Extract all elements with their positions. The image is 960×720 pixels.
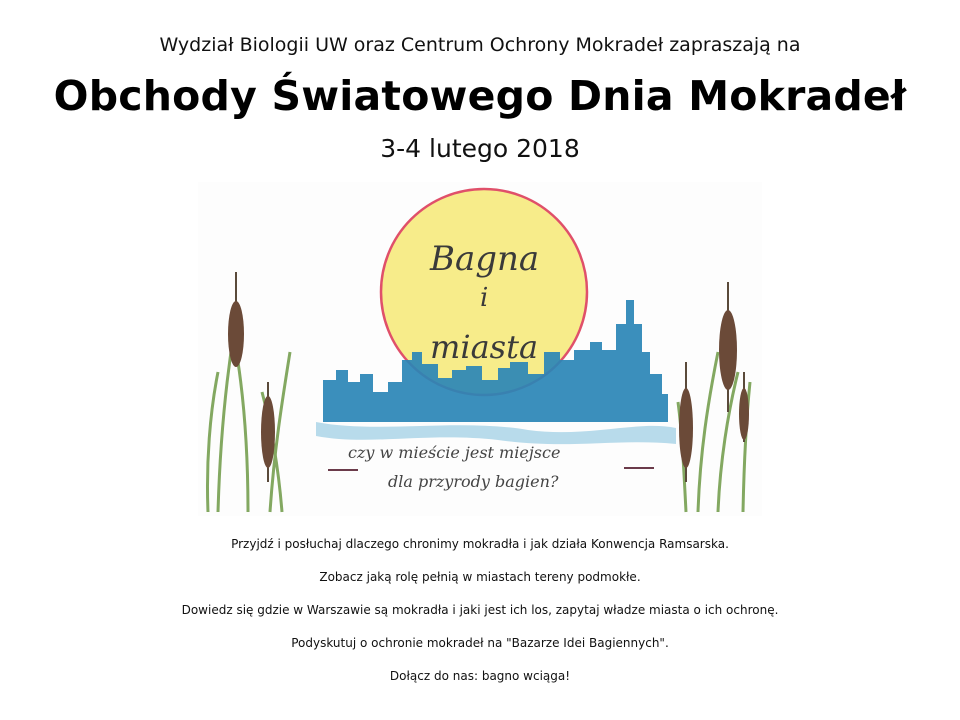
intro-text: Wydział Biologii UW oraz Centrum Ochrony Mokradeł zapraszają na (159, 34, 801, 56)
description-line: Dołącz do nas: bagno wciąga! (389, 669, 571, 683)
sun-text-miasta: miasta (430, 328, 539, 366)
description-line: Dowiedz się gdzie w Warszawie są mokradła i jaki jest ich los, zapytaj władze miasta o ich ochronę. (181, 603, 779, 617)
caption-line-1: czy w mieście jest miejsce (348, 443, 561, 462)
description-line: Przyjdź i posłuchaj dlaczego chronimy mokradła i jak działa Konwencja Ramsarska. (231, 537, 729, 551)
description-lines (0, 536, 960, 701)
page-title: Obchody Światowego Dnia Mokradeł (53, 72, 907, 120)
description-line: Podyskutuj o ochronie mokradeł na "Bazarze Idei Bagiennych". (291, 636, 669, 650)
sun-text-i: i (480, 283, 489, 313)
description-line: Zobacz jaką rolę pełnią w miastach tereny podmokłe. (319, 570, 641, 584)
caption-line-2: dla przyrody bagien? (388, 472, 559, 491)
wetlands-illustration (198, 182, 762, 516)
sun-text-bagna: Bagna (430, 239, 540, 279)
event-date: 3-4 lutego 2018 (380, 134, 580, 163)
